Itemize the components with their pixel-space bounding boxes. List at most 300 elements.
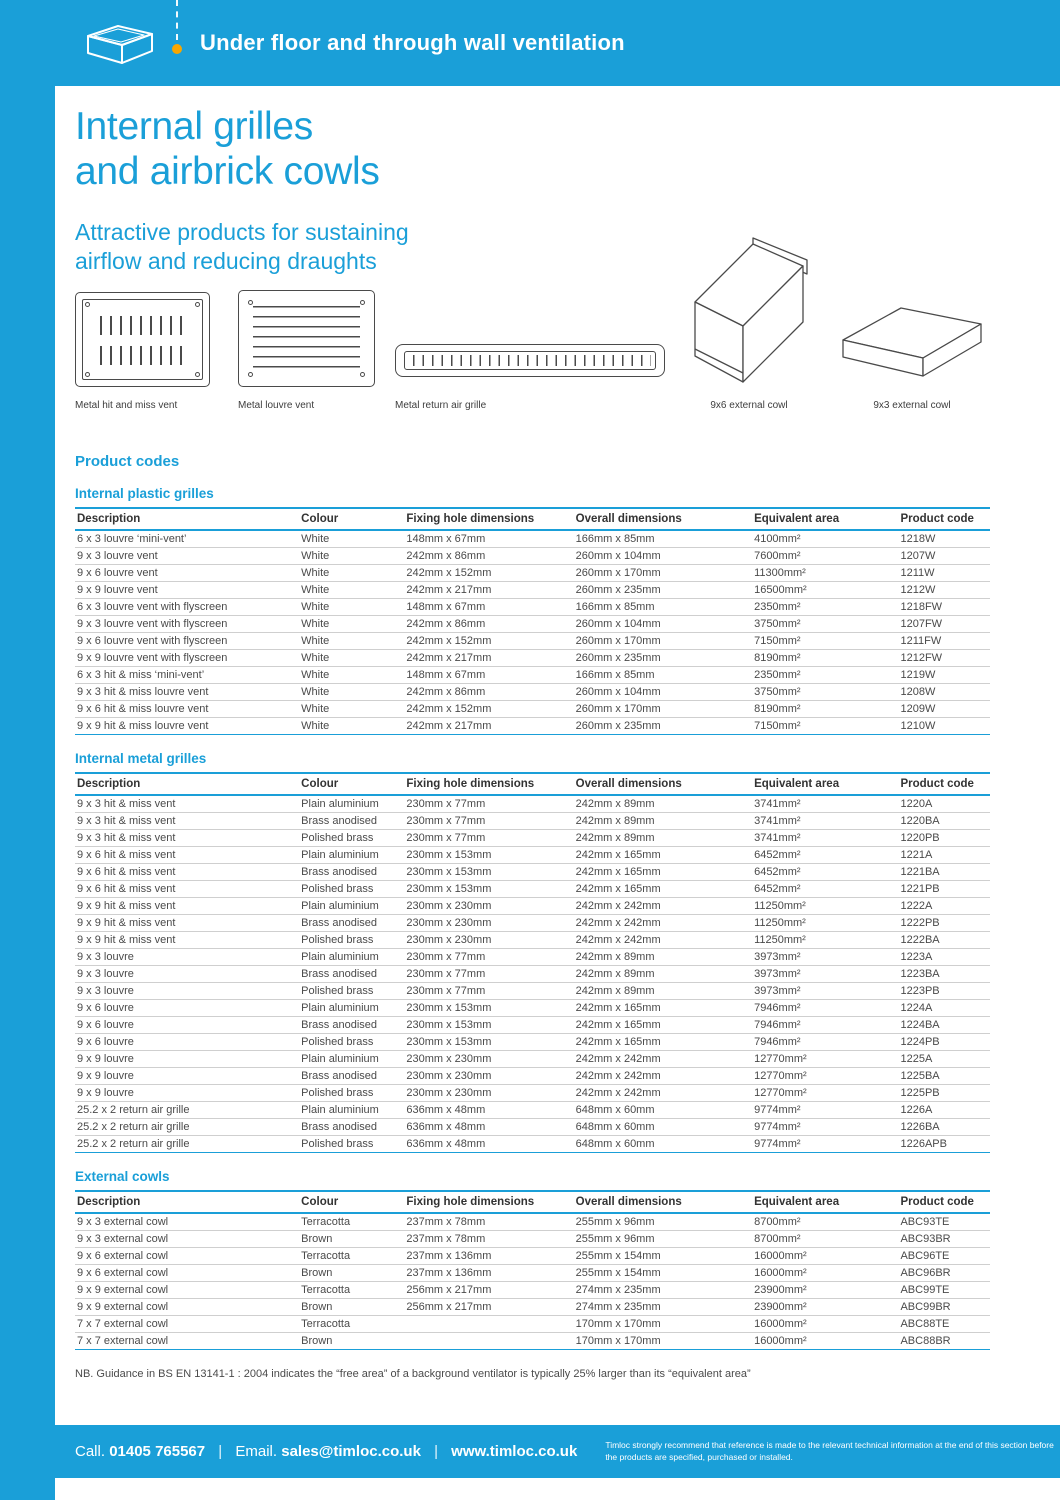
screw-hole-icon xyxy=(248,300,253,305)
louvre-slats xyxy=(253,306,360,371)
table-cell: 9 x 9 hit & miss vent xyxy=(75,898,299,915)
table-cell: 4100mm² xyxy=(752,530,898,548)
table-cell: 648mm x 60mm xyxy=(574,1136,752,1153)
table-cell: 636mm x 48mm xyxy=(404,1102,573,1119)
column-header: Fixing hole dimensions xyxy=(404,773,573,795)
vent-frame xyxy=(75,292,210,387)
table-cell: 1222BA xyxy=(898,932,990,949)
table-cell: 242mm x 165mm xyxy=(574,1034,752,1051)
table-cell: 9 x 6 hit & miss vent xyxy=(75,881,299,898)
table-cell: 242mm x 165mm xyxy=(574,864,752,881)
table-cell: 9 x 6 external cowl xyxy=(75,1265,299,1282)
table-cell: 242mm x 86mm xyxy=(404,548,573,565)
table-row xyxy=(75,898,990,915)
table-cell: 230mm x 230mm xyxy=(404,1051,573,1068)
table-row xyxy=(75,530,990,548)
table-cell: 242mm x 165mm xyxy=(574,1000,752,1017)
table-cell: 230mm x 230mm xyxy=(404,915,573,932)
table-cell: 9774mm² xyxy=(752,1136,898,1153)
table-row xyxy=(75,1034,990,1051)
image-caption: Metal louvre vent xyxy=(238,400,315,411)
table-cell: 636mm x 48mm xyxy=(404,1119,573,1136)
table-cell: 230mm x 153mm xyxy=(404,1034,573,1051)
table-cell: 1208W xyxy=(898,684,990,701)
table-row xyxy=(75,616,990,633)
email-link[interactable]: sales@timloc.co.uk xyxy=(281,1443,421,1460)
table-cell: 230mm x 77mm xyxy=(404,966,573,983)
table-cell: 242mm x 242mm xyxy=(574,1051,752,1068)
table-cell: 9 x 6 louvre xyxy=(75,1017,299,1034)
table-cell: 636mm x 48mm xyxy=(404,1136,573,1153)
table-cell: Terracotta xyxy=(299,1316,404,1333)
table-cell: Polished brass xyxy=(299,1085,404,1102)
table-cell: Plain aluminium xyxy=(299,1000,404,1017)
table-cell: 260mm x 170mm xyxy=(574,565,752,582)
table-cell: 9 x 9 louvre vent xyxy=(75,582,299,599)
table-cell: 1224A xyxy=(898,1000,990,1017)
website-link[interactable]: www.timloc.co.uk xyxy=(451,1443,578,1460)
table-cell: 1225PB xyxy=(898,1085,990,1102)
table-cell xyxy=(404,1333,573,1350)
table-cell: 9 x 9 external cowl xyxy=(75,1282,299,1299)
table-cell: 242mm x 242mm xyxy=(574,1085,752,1102)
table-cell: 1223A xyxy=(898,949,990,966)
table-cell: 6 x 3 hit & miss ‘mini-vent’ xyxy=(75,667,299,684)
table-internal-plastic-grilles xyxy=(75,507,990,735)
table-cell: 9 x 3 louvre vent with flyscreen xyxy=(75,616,299,633)
table-cell: 8190mm² xyxy=(752,650,898,667)
table-row xyxy=(75,1119,990,1136)
table-cell: 260mm x 170mm xyxy=(574,633,752,650)
table-cell: 242mm x 165mm xyxy=(574,847,752,864)
table-cell: 648mm x 60mm xyxy=(574,1102,752,1119)
table-cell: Plain aluminium xyxy=(299,949,404,966)
column-header: Overall dimensions xyxy=(574,508,752,530)
table-cell: 2350mm² xyxy=(752,667,898,684)
table-cell: 237mm x 78mm xyxy=(404,1231,573,1248)
table-title-internal-plastic-grilles: Internal plastic grilles xyxy=(75,486,214,501)
page-subtitle xyxy=(75,218,990,276)
table-cell: 1218FW xyxy=(898,599,990,616)
table-cell: 1207FW xyxy=(898,616,990,633)
table-cell: 16000mm² xyxy=(752,1316,898,1333)
table-cell: Plain aluminium xyxy=(299,847,404,864)
table-cell: Brown xyxy=(299,1231,404,1248)
table-cell: 260mm x 104mm xyxy=(574,616,752,633)
table-cell: 230mm x 77mm xyxy=(404,983,573,1000)
table-row xyxy=(75,1316,990,1333)
guidance-note: NB. Guidance in BS EN 13141-1 : 2004 indicates the “free area” of a background ventilator is typically 25% larger than its “equivalent area” xyxy=(75,1368,751,1380)
table-cell: ABC88TE xyxy=(898,1316,990,1333)
table-row xyxy=(75,1248,990,1265)
table-cell: ABC88BR xyxy=(898,1333,990,1350)
table-title-external-cowls: External cowls xyxy=(75,1169,170,1184)
table-cell: 1225BA xyxy=(898,1068,990,1085)
table-cell: 11300mm² xyxy=(752,565,898,582)
table-row xyxy=(75,667,990,684)
table-cell: 7 x 7 external cowl xyxy=(75,1333,299,1350)
table-cell: 166mm x 85mm xyxy=(574,530,752,548)
page-title-line1: Internal grilles xyxy=(75,105,313,148)
subtitle-line1: Attractive products for sustaining xyxy=(75,219,409,245)
table-cell: Brass anodised xyxy=(299,1119,404,1136)
vent-inner-frame xyxy=(82,299,203,380)
return-air-grille-image xyxy=(395,344,665,377)
table-cell: White xyxy=(299,633,404,650)
table-cell: 166mm x 85mm xyxy=(574,667,752,684)
table-row xyxy=(75,1068,990,1085)
table-cell: 242mm x 86mm xyxy=(404,684,573,701)
table-row xyxy=(75,915,990,932)
footer-separator: | xyxy=(218,1443,223,1460)
table-cell: ABC93TE xyxy=(898,1213,990,1231)
grille-slats xyxy=(404,351,656,370)
table-cell: 9 x 9 external cowl xyxy=(75,1299,299,1316)
table-row xyxy=(75,548,990,565)
table-cell: 16000mm² xyxy=(752,1265,898,1282)
table-cell: 8700mm² xyxy=(752,1213,898,1231)
table-cell: 2350mm² xyxy=(752,599,898,616)
table-cell: 255mm x 96mm xyxy=(574,1213,752,1231)
table-cell: Polished brass xyxy=(299,932,404,949)
table-cell: 230mm x 77mm xyxy=(404,795,573,813)
table-cell: 1218W xyxy=(898,530,990,548)
table-cell: 242mm x 152mm xyxy=(404,633,573,650)
table-cell: 242mm x 89mm xyxy=(574,830,752,847)
table-cell: 9 x 3 louvre xyxy=(75,966,299,983)
table-cell: White xyxy=(299,667,404,684)
table-cell: 1220A xyxy=(898,795,990,813)
table-cell: 9 x 6 hit & miss vent xyxy=(75,864,299,881)
cowl-9x3-image xyxy=(837,300,987,382)
table-cell: 237mm x 136mm xyxy=(404,1265,573,1282)
screw-hole-icon xyxy=(360,372,365,377)
table-cell: Polished brass xyxy=(299,830,404,847)
table-cell: 3750mm² xyxy=(752,684,898,701)
screw-hole-icon xyxy=(195,302,200,307)
hit-and-miss-vent-image xyxy=(75,292,210,387)
table-cell: 8700mm² xyxy=(752,1231,898,1248)
table-cell: Brass anodised xyxy=(299,966,404,983)
table-row xyxy=(75,650,990,667)
table-cell: 230mm x 230mm xyxy=(404,932,573,949)
table-cell: 260mm x 170mm xyxy=(574,701,752,718)
table-cell: Brown xyxy=(299,1299,404,1316)
screw-hole-icon xyxy=(85,302,90,307)
table-cell: 242mm x 242mm xyxy=(574,932,752,949)
table-cell: 9774mm² xyxy=(752,1102,898,1119)
vent-slot-row xyxy=(100,316,185,335)
table-cell: 9 x 9 louvre xyxy=(75,1068,299,1085)
table-row xyxy=(75,1051,990,1068)
table-cell: 237mm x 136mm xyxy=(404,1248,573,1265)
table-cell: 255mm x 154mm xyxy=(574,1248,752,1265)
email-label: Email. xyxy=(235,1443,278,1460)
table-cell: 242mm x 217mm xyxy=(404,582,573,599)
table-cell: 9 x 3 louvre vent xyxy=(75,548,299,565)
column-header: Description xyxy=(75,773,299,795)
table-row xyxy=(75,983,990,1000)
table-cell: 9 x 3 hit & miss vent xyxy=(75,830,299,847)
call-label: Call. xyxy=(75,1443,106,1460)
table-cell: 170mm x 170mm xyxy=(574,1316,752,1333)
table-cell: 11250mm² xyxy=(752,915,898,932)
page-header xyxy=(0,0,1060,86)
table-cell: Polished brass xyxy=(299,881,404,898)
airbrick-vent-icon xyxy=(80,18,160,68)
table-cell: ABC99BR xyxy=(898,1299,990,1316)
table-cell: 242mm x 242mm xyxy=(574,1068,752,1085)
table-cell: 1223BA xyxy=(898,966,990,983)
table-cell: 3741mm² xyxy=(752,795,898,813)
table-cell: Polished brass xyxy=(299,983,404,1000)
table-cell: 16000mm² xyxy=(752,1248,898,1265)
table-row xyxy=(75,582,990,599)
table-cell: 242mm x 165mm xyxy=(574,881,752,898)
subtitle-line2: airflow and reducing draughts xyxy=(75,248,377,274)
table-cell: 9 x 9 louvre vent with flyscreen xyxy=(75,650,299,667)
image-caption: Metal hit and miss vent xyxy=(75,400,178,411)
table-cell: Plain aluminium xyxy=(299,1051,404,1068)
table-row xyxy=(75,813,990,830)
table-cell: 9 x 6 louvre vent with flyscreen xyxy=(75,633,299,650)
vent-slot-row xyxy=(100,346,185,365)
page-title-line2: and airbrick cowls xyxy=(75,150,380,193)
table-cell: Brown xyxy=(299,1333,404,1350)
table-cell: 3741mm² xyxy=(752,830,898,847)
table-cell: 260mm x 104mm xyxy=(574,548,752,565)
table-cell: 1220PB xyxy=(898,830,990,847)
screw-hole-icon xyxy=(248,372,253,377)
section-title-product-codes: Product codes xyxy=(75,453,180,470)
table-cell: 230mm x 153mm xyxy=(404,1000,573,1017)
table-cell: 3973mm² xyxy=(752,949,898,966)
table-cell: 6452mm² xyxy=(752,881,898,898)
table-cell: 230mm x 230mm xyxy=(404,898,573,915)
table-row xyxy=(75,966,990,983)
table-row xyxy=(75,1333,990,1350)
table-row xyxy=(75,1299,990,1316)
table-cell: 230mm x 153mm xyxy=(404,847,573,864)
table-cell: Plain aluminium xyxy=(299,795,404,813)
table-cell: 242mm x 152mm xyxy=(404,565,573,582)
table-cell: 9 x 9 hit & miss vent xyxy=(75,932,299,949)
table-external-cowls xyxy=(75,1190,990,1350)
table-cell: 11250mm² xyxy=(752,898,898,915)
table-cell: 9 x 6 louvre vent xyxy=(75,565,299,582)
column-header: Fixing hole dimensions xyxy=(404,508,573,530)
table-cell: 9 x 9 louvre xyxy=(75,1051,299,1068)
table-cell: 1221BA xyxy=(898,864,990,881)
table-cell: 1209W xyxy=(898,701,990,718)
table-row xyxy=(75,701,990,718)
table-cell: 242mm x 165mm xyxy=(574,1017,752,1034)
table-cell: Plain aluminium xyxy=(299,898,404,915)
table-cell: 1222PB xyxy=(898,915,990,932)
table-header-row xyxy=(75,1191,990,1213)
column-header: Colour xyxy=(299,773,404,795)
table-cell: 1225A xyxy=(898,1051,990,1068)
table-row xyxy=(75,1085,990,1102)
table-row xyxy=(75,949,990,966)
table-cell: 25.2 x 2 return air grille xyxy=(75,1136,299,1153)
table-cell: 23900mm² xyxy=(752,1282,898,1299)
column-header: Colour xyxy=(299,1191,404,1213)
table-cell: 9 x 9 hit & miss louvre vent xyxy=(75,718,299,735)
table-cell: 242mm x 217mm xyxy=(404,650,573,667)
table-cell: 9 x 3 louvre xyxy=(75,983,299,1000)
table-cell: 1226APB xyxy=(898,1136,990,1153)
table-cell: 230mm x 153mm xyxy=(404,1017,573,1034)
table-cell: 242mm x 89mm xyxy=(574,795,752,813)
table-cell: 237mm x 78mm xyxy=(404,1213,573,1231)
louvre-vent-image xyxy=(238,290,375,387)
table-cell: 242mm x 89mm xyxy=(574,983,752,1000)
table-cell: White xyxy=(299,548,404,565)
table-cell: Brass anodised xyxy=(299,813,404,830)
table-row xyxy=(75,1017,990,1034)
table-cell: 242mm x 217mm xyxy=(404,718,573,735)
table-cell: 9774mm² xyxy=(752,1119,898,1136)
table-cell: Brass anodised xyxy=(299,1017,404,1034)
image-caption: 9x6 external cowl xyxy=(710,400,788,411)
table-cell: 7946mm² xyxy=(752,1017,898,1034)
table-cell: 256mm x 217mm xyxy=(404,1299,573,1316)
table-row xyxy=(75,1136,990,1153)
dashed-divider xyxy=(176,0,178,40)
footer-disclaimer: Timloc strongly recommend that reference is made to the relevant technical information at the end of this section before the products are specified, purchased or installed. xyxy=(605,1440,1054,1462)
table-cell: 9 x 6 louvre xyxy=(75,1000,299,1017)
table-row xyxy=(75,830,990,847)
table-cell: 9 x 3 external cowl xyxy=(75,1213,299,1231)
column-header: Description xyxy=(75,508,299,530)
table-cell: ABC99TE xyxy=(898,1282,990,1299)
table-cell: White xyxy=(299,530,404,548)
table-row xyxy=(75,1265,990,1282)
table-cell: 11250mm² xyxy=(752,932,898,949)
column-header: Overall dimensions xyxy=(574,773,752,795)
table-cell: Terracotta xyxy=(299,1213,404,1231)
table-cell: White xyxy=(299,565,404,582)
table-cell: 274mm x 235mm xyxy=(574,1282,752,1299)
table-cell: 12770mm² xyxy=(752,1068,898,1085)
table-cell: 25.2 x 2 return air grille xyxy=(75,1119,299,1136)
table-cell: 9 x 6 hit & miss louvre vent xyxy=(75,701,299,718)
table-cell: 9 x 6 hit & miss vent xyxy=(75,847,299,864)
table-cell: 274mm x 235mm xyxy=(574,1299,752,1316)
table-cell: 242mm x 242mm xyxy=(574,898,752,915)
table-cell: 9 x 3 louvre xyxy=(75,949,299,966)
table-cell: 6452mm² xyxy=(752,847,898,864)
page-title xyxy=(75,104,990,194)
footer-separator: | xyxy=(434,1443,438,1460)
table-cell: 230mm x 230mm xyxy=(404,1068,573,1085)
table-cell: 7946mm² xyxy=(752,1034,898,1051)
table-row xyxy=(75,565,990,582)
grille-frame xyxy=(395,344,665,377)
table-cell: 242mm x 89mm xyxy=(574,966,752,983)
page-footer xyxy=(0,1425,1060,1478)
table-cell: 1211FW xyxy=(898,633,990,650)
table-row xyxy=(75,795,990,813)
table-cell: 3973mm² xyxy=(752,966,898,983)
table-title-internal-metal-grilles: Internal metal grilles xyxy=(75,751,207,766)
table-cell: Brown xyxy=(299,1265,404,1282)
table-cell: 7946mm² xyxy=(752,1000,898,1017)
page-content xyxy=(0,86,1060,1380)
table-cell: 170mm x 170mm xyxy=(574,1333,752,1350)
table-cell: 23900mm² xyxy=(752,1299,898,1316)
column-header: Product code xyxy=(898,508,990,530)
table-cell: 7150mm² xyxy=(752,633,898,650)
table-cell: 260mm x 235mm xyxy=(574,718,752,735)
table-cell: ABC96TE xyxy=(898,1248,990,1265)
table-cell: 1221A xyxy=(898,847,990,864)
table-cell: Terracotta xyxy=(299,1248,404,1265)
table-cell: 7 x 7 external cowl xyxy=(75,1316,299,1333)
table-row xyxy=(75,881,990,898)
cowl-9x6-drawing xyxy=(685,232,813,392)
table-cell: 6452mm² xyxy=(752,864,898,881)
table-cell: 260mm x 235mm xyxy=(574,650,752,667)
screw-hole-icon xyxy=(195,372,200,377)
table-cell: Terracotta xyxy=(299,1282,404,1299)
table-cell: White xyxy=(299,650,404,667)
screw-hole-icon xyxy=(360,300,365,305)
table-cell: 1211W xyxy=(898,565,990,582)
table-cell: 256mm x 217mm xyxy=(404,1282,573,1299)
table-cell: 255mm x 154mm xyxy=(574,1265,752,1282)
table-cell: 9 x 9 hit & miss vent xyxy=(75,915,299,932)
column-header: Fixing hole dimensions xyxy=(404,1191,573,1213)
table-cell: White xyxy=(299,616,404,633)
image-caption: Metal return air grille xyxy=(395,400,487,411)
table-cell: 1223PB xyxy=(898,983,990,1000)
table-row xyxy=(75,1000,990,1017)
table-cell: 8190mm² xyxy=(752,701,898,718)
table-row xyxy=(75,864,990,881)
table-cell: 230mm x 77mm xyxy=(404,949,573,966)
cowl-9x3-drawing xyxy=(837,300,987,382)
column-header: Equivalent area xyxy=(752,1191,898,1213)
table-cell: 1224BA xyxy=(898,1017,990,1034)
table-cell: 16000mm² xyxy=(752,1333,898,1350)
table-row xyxy=(75,1231,990,1248)
screw-hole-icon xyxy=(85,372,90,377)
table-cell: 16500mm² xyxy=(752,582,898,599)
table-row xyxy=(75,1213,990,1231)
table-cell: 230mm x 153mm xyxy=(404,864,573,881)
table-cell: Brass anodised xyxy=(299,864,404,881)
column-header: Product code xyxy=(898,1191,990,1213)
table-cell: 230mm x 77mm xyxy=(404,813,573,830)
table-row xyxy=(75,932,990,949)
table-cell xyxy=(404,1316,573,1333)
table-cell: 1221PB xyxy=(898,881,990,898)
table-cell: 9 x 6 external cowl xyxy=(75,1248,299,1265)
table-cell: ABC96BR xyxy=(898,1265,990,1282)
table-cell: 166mm x 85mm xyxy=(574,599,752,616)
table-cell: 3973mm² xyxy=(752,983,898,1000)
vent-frame xyxy=(238,290,375,387)
table-cell: 1220BA xyxy=(898,813,990,830)
column-header: Equivalent area xyxy=(752,508,898,530)
table-cell: 9 x 3 hit & miss louvre vent xyxy=(75,684,299,701)
table-cell: 25.2 x 2 return air grille xyxy=(75,1102,299,1119)
column-header: Description xyxy=(75,1191,299,1213)
table-cell: Brass anodised xyxy=(299,915,404,932)
table-cell: 230mm x 77mm xyxy=(404,830,573,847)
